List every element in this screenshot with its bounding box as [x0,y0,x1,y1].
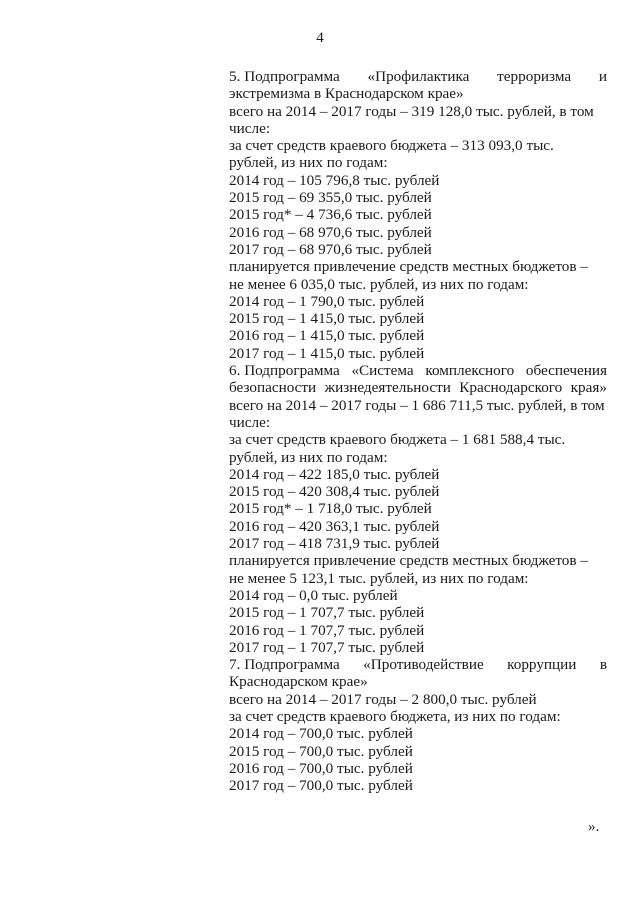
text-line: не менее 6 035,0 тыс. рублей, из них по годам: [229,275,529,293]
subprogram-7 [229,656,607,794]
heading-word: обеспечения [525,362,607,380]
text-line: числе: [229,413,271,431]
text-line: 2014 год – 0,0 тыс. рублей [229,586,398,604]
subprogram-heading-continued [229,379,607,396]
text-line: 2014 год – 1 790,0 тыс. рублей [229,292,425,310]
heading-word: в [599,656,607,674]
heading-word: «Профилактика [367,68,470,85]
text-line: 2016 год – 420 363,1 тыс. рублей [229,517,440,535]
heading-word: 5. Подпрограмма [229,68,340,85]
closing-quote-mark: ». [588,818,600,835]
text-line: 2016 год – 68 970,6 тыс. рублей [229,223,432,241]
text-line: 2016 год – 700,0 тыс. рублей [229,759,413,777]
text-line: за счет средств краевого бюджета, из них по годам: [229,707,561,725]
heading-word: «Противодействие [363,656,484,674]
subprogram-heading [229,68,607,85]
subprogram-heading [229,656,607,673]
subprogram-5 [229,68,607,362]
heading-word: 7. Подпрограмма [229,656,340,674]
text-line: 2015 год* – 4 736,6 тыс. рублей [229,206,432,224]
text-line: 2017 год – 418 731,9 тыс. рублей [229,535,440,553]
heading-word: края» [570,379,607,397]
text-line: 2015 год – 1 707,7 тыс. рублей [229,604,425,622]
heading-word: Краснодарского [459,379,563,397]
text-line: 2015 год – 700,0 тыс. рублей [229,742,413,760]
text-line: 2014 год – 700,0 тыс. рублей [229,725,413,743]
text-line: планируется привлечение средств местных бюджетов – [229,552,588,570]
text-line: 2015 год – 420 308,4 тыс. рублей [229,483,440,501]
heading-word: коррупции [507,656,577,674]
heading-word: комплексного [425,362,515,380]
text-line: 2017 год – 68 970,6 тыс. рублей [229,240,432,258]
text-line: не менее 5 123,1 тыс. рублей, из них по годам: [229,569,529,587]
text-line: всего на 2014 – 2017 годы – 2 800,0 тыс. рублей [229,690,537,708]
text-line: 2015 год* – 1 718,0 тыс. рублей [229,500,432,518]
document-body [229,68,607,794]
text-line: 2017 год – 1 707,7 тыс. рублей [229,638,425,656]
page-number: 4 [316,30,324,46]
text-line: за счет средств краевого бюджета – 313 093,0 тыс. [229,137,554,155]
text-line: 2014 год – 105 796,8 тыс. рублей [229,171,440,189]
text-line: рублей, из них по годам: [229,448,388,466]
text-line: экстремизма в Краснодарском крае» [229,85,464,103]
subprogram-6 [229,362,607,656]
text-line: всего на 2014 – 2017 годы – 319 128,0 тыс. рублей, в том [229,102,594,120]
heading-word: и [598,68,607,85]
text-line: Краснодарском крае» [229,673,368,691]
text-line: 2017 год – 700,0 тыс. рублей [229,777,413,795]
text-line: за счет средств краевого бюджета – 1 681 588,4 тыс. [229,431,566,449]
text-line: 2014 год – 422 185,0 тыс. рублей [229,465,440,483]
text-line: 2015 год – 1 415,0 тыс. рублей [229,310,425,328]
heading-word: жизнедеятельности [324,379,451,397]
text-line: 2016 год – 1 707,7 тыс. рублей [229,621,425,639]
text-line: 2015 год – 69 355,0 тыс. рублей [229,189,432,207]
text-line: рублей, из них по годам: [229,154,388,172]
subprogram-heading [229,362,607,379]
text-line: числе: [229,119,271,137]
heading-word: безопасности [229,379,317,397]
text-line: всего на 2014 – 2017 годы – 1 686 711,5 тыс. рублей, в том [229,396,605,414]
text-line: 2017 год – 1 415,0 тыс. рублей [229,344,425,362]
text-line: планируется привлечение средств местных бюджетов – [229,258,588,276]
heading-word: терроризма [497,68,572,85]
heading-word: 6. Подпрограмма [229,362,340,380]
text-line: 2016 год – 1 415,0 тыс. рублей [229,327,425,345]
heading-word: «Система [351,362,414,380]
